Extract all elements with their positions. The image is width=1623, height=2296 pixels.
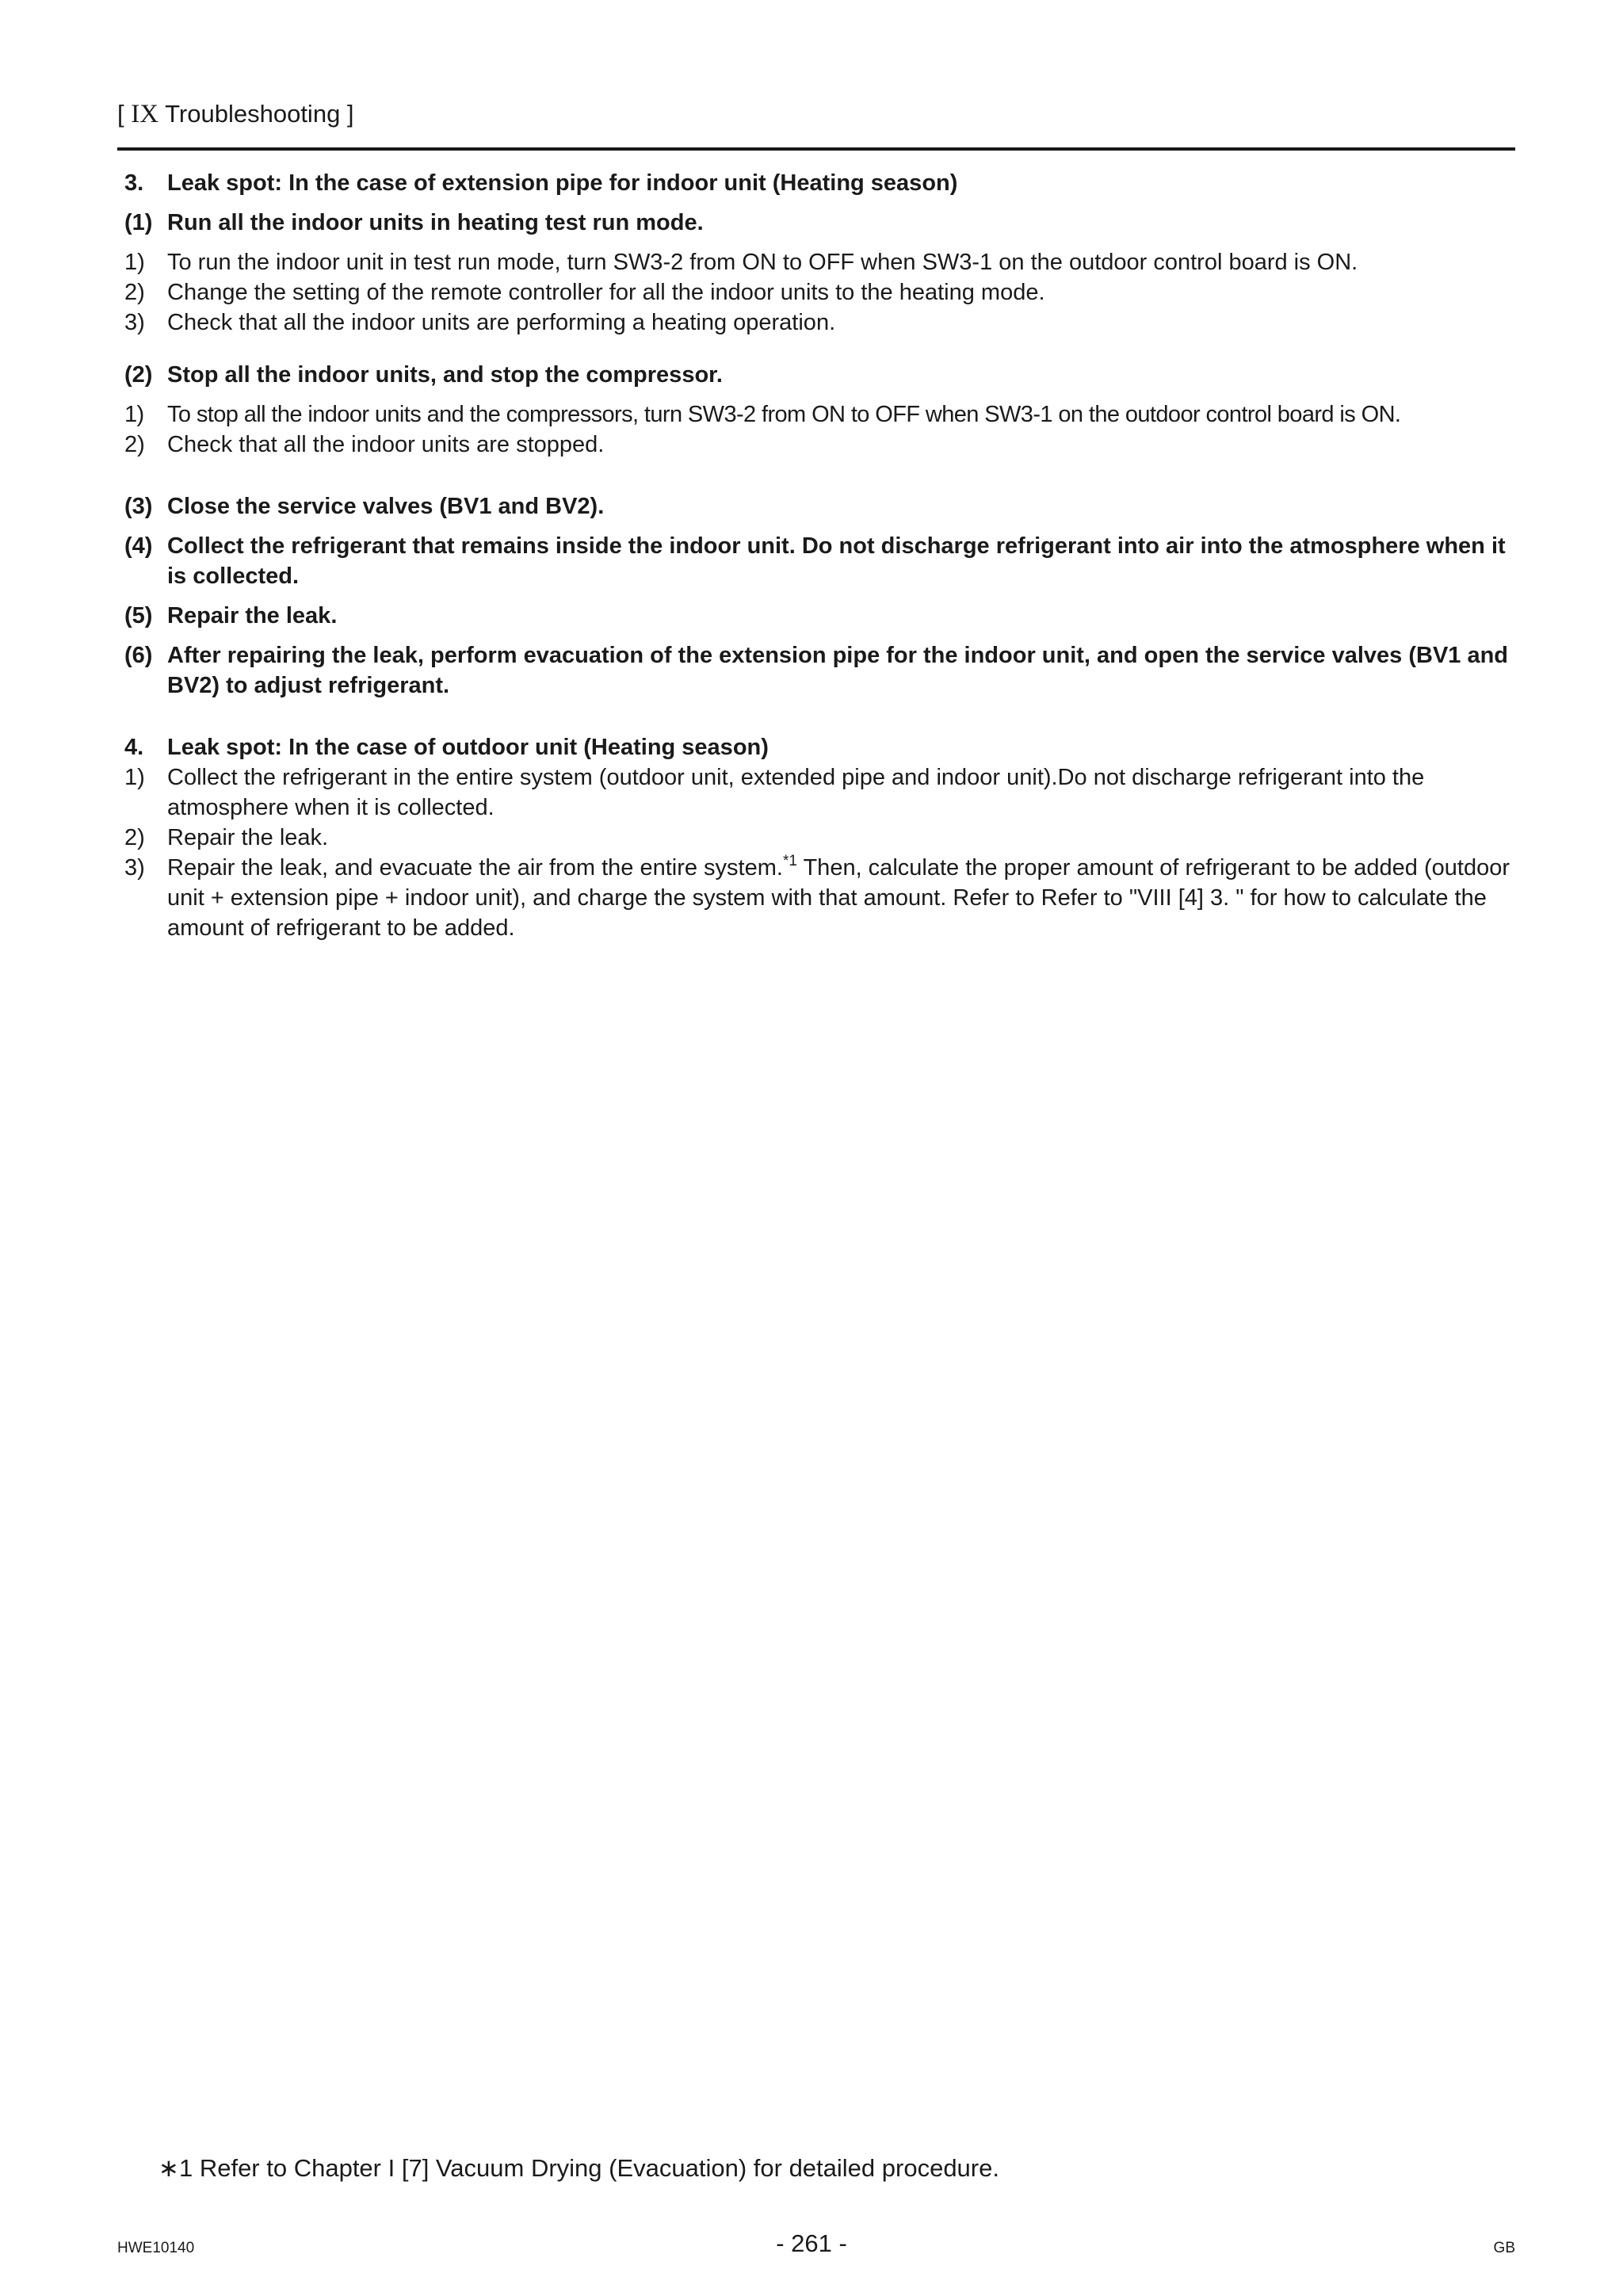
header-divider — [117, 147, 1515, 151]
step-title: After repairing the leak, perform evacuation of the extension pipe for the indoor unit, and open the service valves (BV1 and BV2) to adjust refrigerant. — [167, 643, 1509, 698]
item-text: Change the setting of the remote controller for all the indoor units to the heating mode. — [167, 280, 1045, 305]
region-code: GB — [1493, 2240, 1515, 2256]
list-item — [124, 399, 1515, 430]
list-item — [124, 853, 1515, 943]
step-6-heading — [124, 640, 1515, 701]
list-item — [124, 277, 1515, 308]
list-item — [124, 762, 1515, 823]
document-body — [124, 168, 1515, 943]
item-text: To run the indoor unit in test run mode, turn SW3-2 from ON to OFF when SW3-1 on the outdoor control board is ON. — [167, 250, 1358, 275]
item-number: 3) — [124, 855, 145, 881]
header-bracket: [ — [117, 100, 124, 128]
footnote-reference: *1 — [782, 853, 797, 869]
section-title: Leak spot: In the case of outdoor unit (Heating season) — [167, 735, 769, 760]
list-item — [124, 308, 1515, 338]
item-text: Check that all the indoor units are performing a heating operation. — [167, 310, 836, 335]
chapter-title: Troubleshooting ] — [165, 100, 354, 128]
section-title: Leak spot: In the case of extension pipe for indoor unit (Heating season) — [167, 170, 958, 196]
item-text: Check that all the indoor units are stopped. — [167, 432, 605, 457]
footnote: ∗1 Refer to Chapter I [7] Vacuum Drying (Evacuation) for detailed procedure. — [158, 2154, 999, 2182]
item-text-part: Repair the leak, and evacuate the air from the entire system. — [167, 855, 783, 881]
item-number: 3) — [124, 310, 145, 335]
step-number: (1) — [124, 210, 153, 235]
list-item — [124, 823, 1515, 853]
step-4-heading — [124, 531, 1515, 591]
step-title: Run all the indoor units in heating test run mode. — [167, 210, 704, 235]
item-number: 1) — [124, 765, 145, 790]
item-number: 1) — [124, 402, 144, 427]
section-number: 3. — [124, 170, 144, 196]
item-text — [167, 853, 1515, 943]
item-number: 2) — [124, 280, 145, 305]
step-3-heading — [124, 491, 1515, 521]
section-4-heading — [124, 732, 1515, 762]
step-2-heading — [124, 360, 1515, 390]
step-title: Collect the refrigerant that remains inside the indoor unit. Do not discharge refrigerant into air into the atmosphere when it is collected. — [167, 533, 1506, 589]
chapter-number: IX — [131, 100, 159, 128]
step-5-heading — [124, 601, 1515, 631]
list-item — [124, 247, 1515, 277]
item-text: Collect the refrigerant in the entire system (outdoor unit, extended pipe and indoor unit).Do not discharge refrigerant into the atmosphere when it is collected. — [167, 765, 1425, 820]
item-text: Repair the leak. — [167, 825, 329, 850]
step-title: Stop all the indoor units, and stop the compressor. — [167, 362, 723, 388]
item-number: 2) — [124, 825, 145, 850]
list-item — [124, 430, 1515, 460]
section-number: 4. — [124, 735, 144, 760]
item-number: 1) — [124, 250, 145, 275]
page-header — [117, 100, 354, 129]
section-3-heading — [124, 168, 1515, 198]
step-number: (4) — [124, 533, 153, 559]
page-number: - 261 - — [776, 2229, 847, 2257]
step-1-heading — [124, 208, 1515, 238]
step-number: (3) — [124, 494, 153, 519]
step-title: Close the service valves (BV1 and BV2). — [167, 494, 605, 519]
step-number: (2) — [124, 362, 153, 388]
step-title: Repair the leak. — [167, 603, 338, 628]
step-number: (5) — [124, 603, 153, 628]
item-number: 2) — [124, 432, 145, 457]
step-number: (6) — [124, 643, 153, 668]
item-text: To stop all the indoor units and the compressors, turn SW3-2 from ON to OFF when SW3-1 on the outdoor control board is ON. — [167, 402, 1401, 427]
document-code: HWE10140 — [117, 2240, 195, 2256]
item-text-part: Then, calculate the proper amount of refrigerant to be added (outdoor unit + extension pipe + indoor unit), and charge the system with that amount. Refer to Refer to "VIII [4] 3. " for how to calculate the amount of refrigerant to be added. — [167, 855, 1510, 941]
